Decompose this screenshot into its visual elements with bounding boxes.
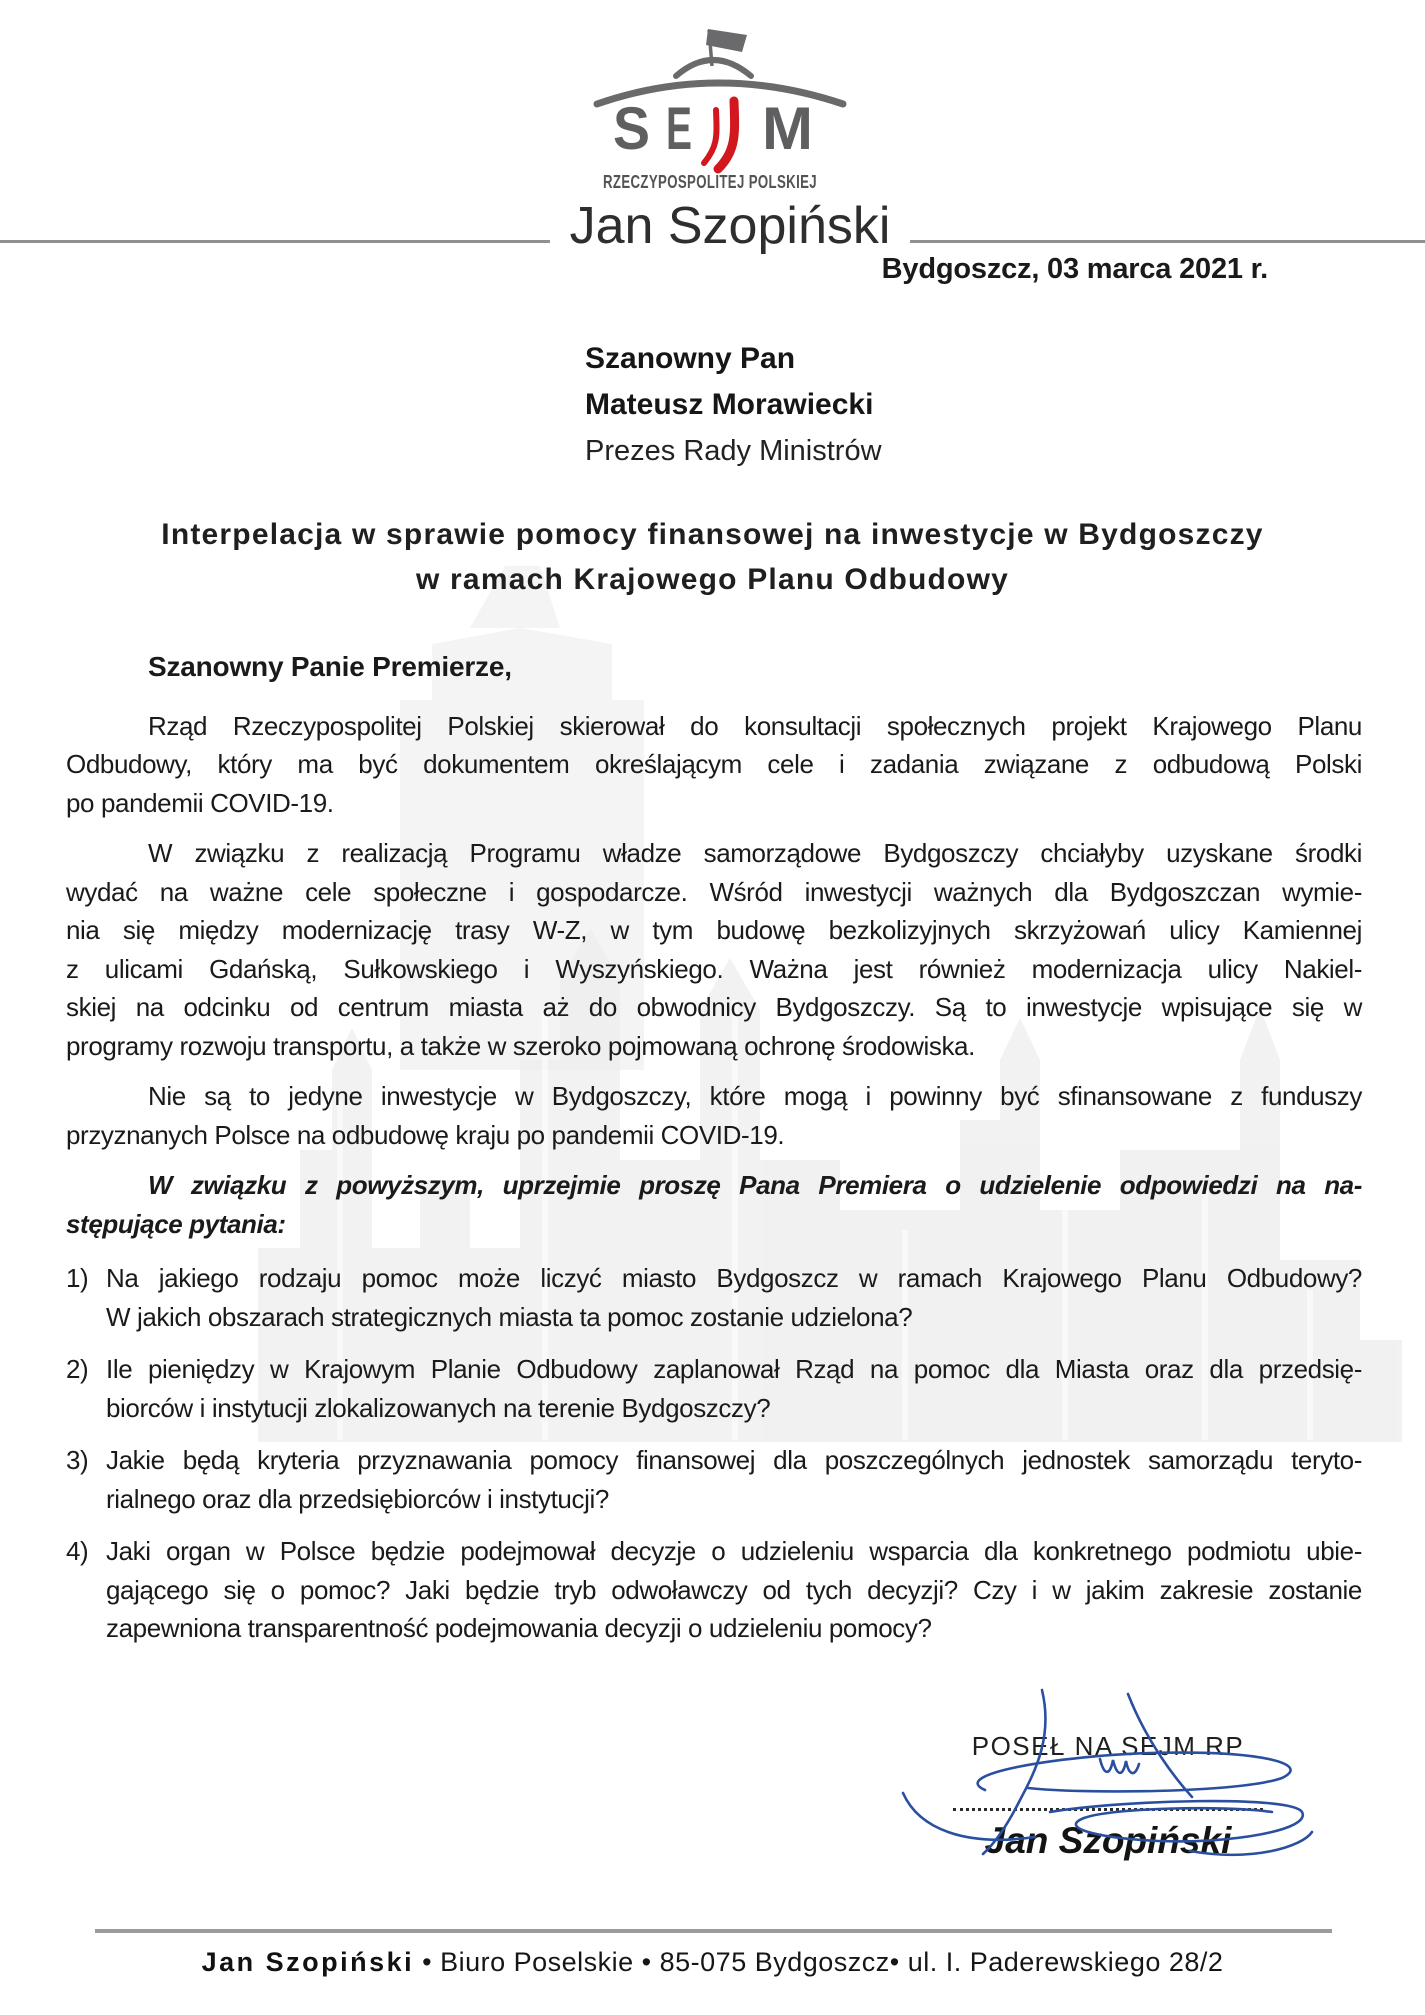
handwritten-signature (860, 1668, 1360, 1878)
question-text: Ile pieniędzy w Krajowym Planie Odbudowy zaplanował Rząd na pomoc dla Miasta oraz dla przedsię- biorców i instytucji zlokalizowanych na terenie Bydgoszczy? (106, 1354, 1362, 1423)
question-number: 2) (66, 1354, 89, 1384)
question-item-1 (66, 1259, 1362, 1336)
question-item-3 (66, 1441, 1362, 1518)
logo-caption: RZECZYPOSPOLITEJ POLSKIEJ (603, 171, 817, 192)
dome-arc-icon (676, 60, 751, 76)
logo-letter-s: S (613, 95, 650, 162)
header-rule-left (0, 240, 550, 243)
paragraph-2: W związku z realizacją Programu władze samorządowe Bydgoszczy chciałyby uzyskane środki wydać na ważne cele społeczne i gospodarcze. Wśród inwestycji ważnych dla Bydgoszczan wymie- nia się między modernizację trasy W-Z, w tym budowę bezkolizyjnych skrzyżowań ulicy Kamiennej z ulicami Gdańską, Sułkowskiego i Wyszyńskiego. Ważna jest również modernizacja ulicy Nakiel- skiej na odcinku od centrum miasta aż do obwodnicy Bydgoszczy. Są to inwestycje wpisujące się w programy rozwoju transportu, a także w szeroko pojmowaną ochronę środowiska. (66, 838, 1362, 1061)
footer-address (0, 1947, 1425, 1978)
recipient-salutation: Szanowny Pan (585, 342, 796, 375)
signature-role: POSEŁ NA SEJM RP (971, 1731, 1245, 1761)
paragraph-3: Nie są to jedyne inwestycje w Bydgoszczy, które mogą i powinny być sfinansowane z funduszy przyznanych Polsce na odbudowę kraju po pandemii COVID-19. (66, 1081, 1362, 1150)
question-number: 3) (66, 1445, 89, 1475)
question-item-4 (66, 1532, 1362, 1648)
recipient-block (585, 336, 882, 474)
deputy-name-heading: Jan Szopiński (569, 197, 891, 255)
footer-rule (95, 1929, 1332, 1933)
logo-letter-m: M (762, 95, 813, 162)
paragraph-1: Rząd Rzeczypospolitej Polskiej skierował do konsultacji społecznych projekt Krajowego Planu Odbudowy, który ma być dokumentem określającym cele i zadania związane z odbudową Polski po pandemii COVID-19. (66, 710, 1362, 818)
signature-name: Jan Szopiński (984, 1820, 1232, 1861)
logo-red-j-left (704, 110, 717, 163)
salutation: Szanowny Panie Premierze, (148, 651, 512, 682)
subject-heading: Interpelacja w sprawie pomocy finansowej na inwestycje w Bydgoszczy w ramach Krajowego Planu Odbudowy (161, 518, 1264, 596)
question-item-2 (66, 1350, 1362, 1427)
logo-red-j-right (718, 101, 735, 169)
dateline: Bydgoszcz, 03 marca 2021 r. (881, 253, 1268, 285)
header-rule-right (910, 240, 1425, 243)
question-text: Jakie będą kryteria przyznawania pomocy finansowej dla poszczególnych jednostek samorządu teryto- rialnego oraz dla przedsiębiorców i instytucji? (106, 1445, 1362, 1514)
footer-office-details: • Biuro Poselskie • 85-075 Bydgoszcz• ul. I. Paderewskiego 28/2 (422, 1947, 1224, 1977)
recipient-name: Mateusz Morawiecki (585, 388, 874, 421)
paragraph-request: W związku z powyższym, uprzejmie proszę Pana Premiera o udzielenie odpowiedzi na na- stępujące pytania: (66, 1170, 1362, 1239)
question-text: Na jakiego rodzaju pomoc może liczyć miasto Bydgoszcz w ramach Krajowego Planu Odbudowy? W jakich obszarach strategicznych miasta ta pomoc zostanie udzielona? (106, 1263, 1362, 1332)
question-number: 4) (66, 1536, 89, 1566)
footer-deputy-name: Jan Szopiński (201, 1947, 415, 1977)
sejm-logo (560, 10, 880, 200)
letter-body (66, 648, 1362, 1662)
recipient-title: Prezes Rady Ministrów (585, 435, 882, 467)
question-list (66, 1259, 1362, 1648)
question-number: 1) (66, 1263, 89, 1293)
logo-letter-e: E (666, 95, 692, 162)
question-text: Jaki organ w Polsce będzie podejmował decyzje o udzieleniu wsparcia dla konkretnego podmiotu ubie- gającego się o pomoc? Jaki będzie tryb odwoławczy od tych decyzji? Czy i w jakim zakresie zostanie zapewniona transparentność podejmowania decyzji o udzieleniu pomocy? (106, 1536, 1362, 1643)
